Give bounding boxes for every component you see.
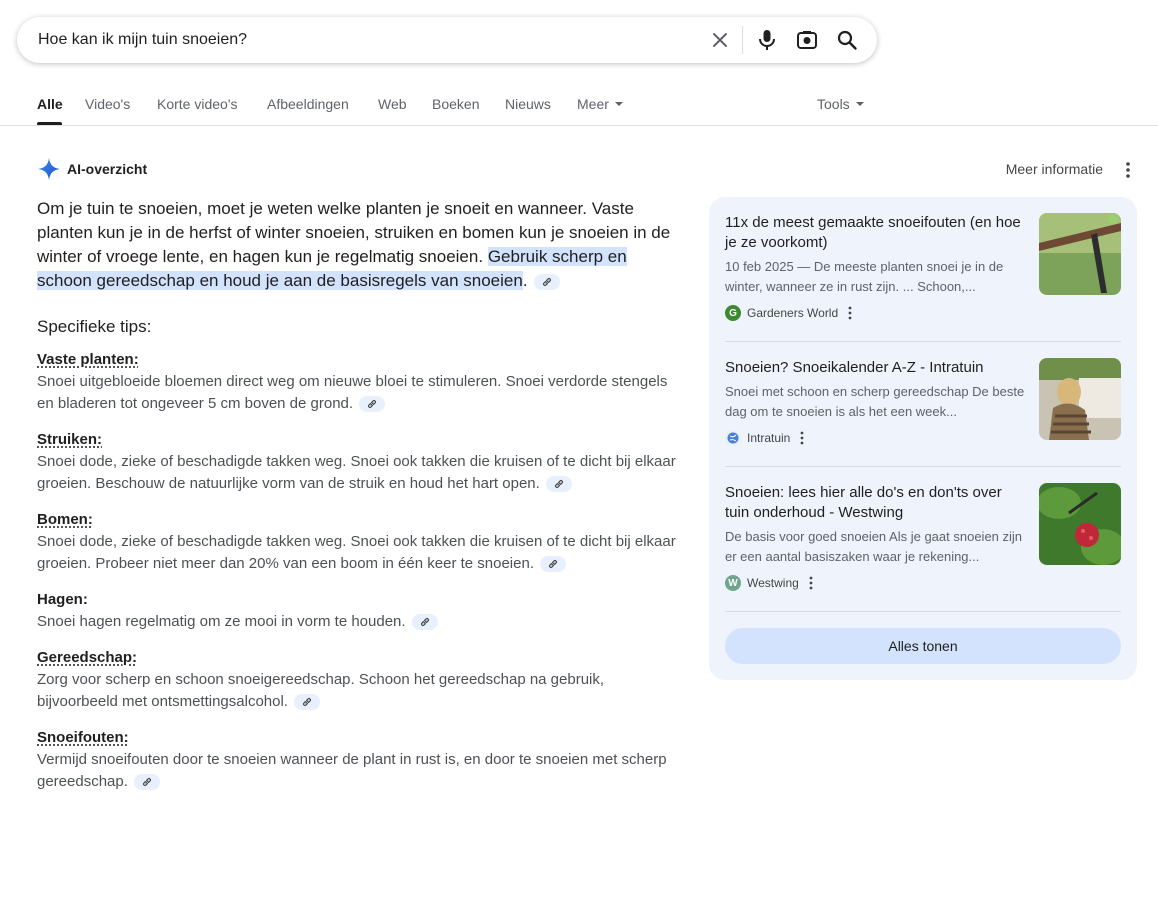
tools-button[interactable] <box>817 96 864 112</box>
more-info-link[interactable]: Meer informatie <box>1005 161 1103 177</box>
chevron-down-icon <box>856 102 864 106</box>
tip-title[interactable]: Vaste planten: <box>37 351 139 368</box>
source-divider <box>725 611 1121 612</box>
source-meta <box>725 305 1121 321</box>
search-icon[interactable] <box>827 20 867 60</box>
ai-overview-header <box>37 157 147 181</box>
tip-item <box>37 647 677 713</box>
ai-overview-title: AI-overzicht <box>67 161 148 177</box>
more-options-icon[interactable] <box>800 431 804 445</box>
tip-body <box>37 451 677 495</box>
more-options-icon[interactable] <box>848 306 852 320</box>
show-all-button[interactable]: Alles tonen <box>725 628 1121 664</box>
tip-item <box>37 349 677 415</box>
search-divider <box>742 26 743 54</box>
tip-body <box>37 531 677 575</box>
tip-text: Snoei dode, zieke of beschadigde takken weg. Snoei ook takken die kruisen of te dicht bij elkaar groeien. Probeer niet meer dan 20% van een boom in één keer te snoeien. <box>37 533 676 572</box>
source-favicon: W <box>725 575 741 591</box>
link-icon <box>419 616 431 628</box>
source-snippet: De basis voor goed snoeien Als je gaat snoeien zijn er een aantal basiszaken waar je rekening... <box>725 529 1023 564</box>
link-icon <box>366 398 378 410</box>
tools-label: Tools <box>817 96 850 112</box>
intro-highlight[interactable]: Gebruik scherp en schoon gereedschap en houd je aan de basisregels van snoeien <box>37 247 627 290</box>
tab-news[interactable]: Nieuws <box>505 96 551 112</box>
lens-camera-icon[interactable] <box>787 20 827 60</box>
tab-more[interactable] <box>577 96 623 112</box>
source-site: Intratuin <box>747 431 791 445</box>
search-bar[interactable] <box>17 17 877 63</box>
tip-text: Snoei uitgebloeide bloemen direct weg om nieuwe bloei te stimuleren. Snoei verdorde stengels en bladeren tot ongeveer 5 cm boven de grond. <box>37 373 668 412</box>
source-card[interactable] <box>725 483 1121 595</box>
source-snippet: 10 feb 2025 — De meeste planten snoei je in de winter, wanneer ze in rust zijn. ... Schoon,... <box>725 259 1004 294</box>
intro-end: . <box>522 271 528 290</box>
link-icon <box>547 558 559 570</box>
tab-all[interactable]: Alle <box>37 96 63 112</box>
link-chip[interactable] <box>134 774 160 790</box>
source-divider <box>725 341 1121 342</box>
microphone-icon[interactable] <box>747 20 787 60</box>
link-chip[interactable] <box>412 614 438 630</box>
tip-title[interactable]: Snoeifouten: <box>37 729 129 746</box>
tab-videos[interactable]: Video's <box>85 96 131 112</box>
link-chip[interactable] <box>534 274 560 290</box>
tip-text: Snoei hagen regelmatig om ze mooi in vorm te houden. <box>37 613 406 630</box>
source-title[interactable]: Snoeien? Snoeikalender A-Z - Intratuin <box>725 359 984 376</box>
link-chip[interactable] <box>540 556 566 572</box>
tab-books[interactable]: Boeken <box>432 96 480 112</box>
source-site: Westwing <box>747 576 799 590</box>
tab-web[interactable]: Web <box>378 96 407 112</box>
link-chip[interactable] <box>546 476 572 492</box>
tips-heading: Specifieke tips: <box>37 317 152 336</box>
source-divider <box>725 466 1121 467</box>
source-card[interactable] <box>725 358 1121 470</box>
tip-title: Hagen: <box>37 591 88 608</box>
sparkle-icon <box>37 157 61 181</box>
more-options-icon[interactable] <box>1120 160 1136 180</box>
tip-body <box>37 749 677 793</box>
intro-text: Om je tuin te snoeien, moet je weten welke planten je snoeit en wanneer. Vaste planten kun je in de herfst of winter snoeien, struiken en bomen kun je snoeien in de winter of vroege lente, en hagen kun je regelmatig snoeien. <box>37 199 671 266</box>
tip-text: Zorg voor scherp en schoon snoeigereedschap. Schoon het gereedschap na gebruik, bijvoorbeeld met ontsmettingsalcohol. <box>37 671 605 710</box>
tab-short-videos[interactable]: Korte video's <box>157 96 238 112</box>
link-chip[interactable] <box>359 396 385 412</box>
source-thumbnail[interactable] <box>1039 358 1121 440</box>
source-card[interactable] <box>725 213 1121 325</box>
source-thumbnail[interactable] <box>1039 483 1121 565</box>
link-icon <box>141 776 153 788</box>
source-snippet: Snoei met schoon en scherp gereedschap De beste dag om te snoeien is als het een week... <box>725 384 1025 419</box>
tab-more-label: Meer <box>577 96 609 112</box>
clear-icon[interactable] <box>700 20 740 60</box>
source-title[interactable]: Snoeien: lees hier alle do's en don'ts over tuin onderhoud - Westwing <box>725 484 1002 521</box>
source-thumbnail[interactable] <box>1039 213 1121 295</box>
globe-icon <box>725 430 741 446</box>
tip-item <box>37 429 677 495</box>
more-options-icon[interactable] <box>809 576 813 590</box>
source-meta <box>725 575 1121 591</box>
link-icon <box>553 478 565 490</box>
tip-title[interactable]: Gereedschap: <box>37 649 138 666</box>
source-favicon: G <box>725 305 741 321</box>
link-chip[interactable] <box>294 694 320 710</box>
ai-overview-content <box>37 197 677 807</box>
ai-intro-paragraph <box>37 197 677 293</box>
tip-text: Vermijd snoeifouten door te snoeien wanneer de plant in rust is, en door te snoeien met scherp gereedschap. <box>37 751 667 790</box>
tip-title[interactable]: Struiken: <box>37 431 103 448</box>
link-icon <box>541 276 553 288</box>
tip-item <box>37 509 677 575</box>
tab-divider <box>0 125 1158 126</box>
tip-body <box>37 371 677 415</box>
link-icon <box>301 696 313 708</box>
search-input[interactable]: Hoe kan ik mijn tuin snoeien? <box>38 31 248 48</box>
tab-images[interactable]: Afbeeldingen <box>267 96 349 112</box>
tip-item <box>37 589 677 633</box>
tip-title[interactable]: Bomen: <box>37 511 93 528</box>
sources-panel <box>709 197 1137 680</box>
source-title[interactable]: 11x de meest gemaakte snoeifouten (en hoe je ze voorkomt) <box>725 214 1021 251</box>
tip-body <box>37 611 677 633</box>
tip-text: Snoei dode, zieke of beschadigde takken weg. Snoei ook takken die kruisen of te dicht bij elkaar groeien. Beschouw de natuurlijke vorm van de struik en houd het hart open. <box>37 453 676 492</box>
tip-item <box>37 727 677 793</box>
source-site: Gardeners World <box>747 306 839 320</box>
tip-body <box>37 669 677 713</box>
chevron-down-icon <box>615 102 623 106</box>
